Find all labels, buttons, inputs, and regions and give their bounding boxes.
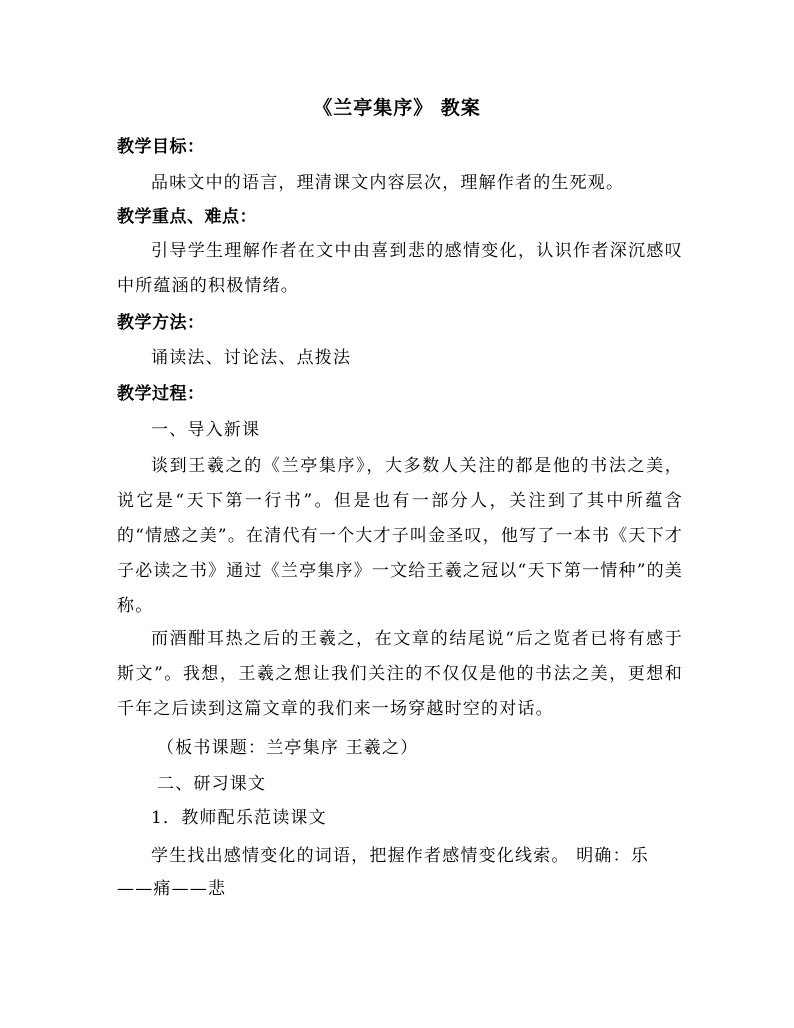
document-title: 《兰亭集序》 教案 bbox=[313, 97, 481, 119]
intro-paragraph-2: 而酒酣耳热之后的王羲之，在文章的结尾说“后之览者已将有感于斯文”。我想，王羲之想让我们关注的不仅仅是他的书法之美，更想和千年之后读到这篇文章的我们来一场穿越时空的对话。 bbox=[117, 629, 683, 719]
methods-text: 诵读法、讨论法、点拨法 bbox=[151, 348, 352, 368]
step-1-title: 一、导入新课 bbox=[151, 420, 261, 440]
board-title-note: （板书课题：兰亭集序 王羲之） bbox=[157, 738, 419, 758]
heading-teaching-methods: 教学方法： bbox=[117, 313, 205, 333]
key-points-text: 引导学生理解作者在文中由喜到悲的感情变化，认识作者深沉感叹中所蕴涵的积极情绪。 bbox=[117, 241, 683, 296]
intro-paragraph-1: 谈到王羲之的《兰亭集序》，大多数人关注的都是他的书法之美，说它是“天下第一行书”。但是也有一部分人，关注到了其中所蕴含的“情感之美”。在清代有一个大才子叫金圣叹，他写了一本书《天下才子必读之书》通过《兰亭集序》一文给王羲之冠以“天下第一情种”的美称。 bbox=[117, 456, 683, 616]
objectives-text: 品味文中的语言，理清课文内容层次，理解作者的生死观。 bbox=[151, 173, 625, 193]
sub-step-1-body-line-1: 学生找出感情变化的词语，把握作者感情变化线索。 明确：乐 bbox=[151, 846, 650, 866]
step-2-title: 二、研习课文 bbox=[157, 774, 267, 794]
heading-teaching-objectives: 教学目标： bbox=[117, 137, 205, 157]
heading-key-difficult-points: 教学重点、难点： bbox=[117, 207, 257, 227]
heading-teaching-process: 教学过程： bbox=[117, 384, 205, 404]
sub-step-1-title: 1．教师配乐范读课文 bbox=[151, 808, 327, 828]
sub-step-1-body-line-2: ——痛——悲 bbox=[117, 879, 227, 899]
